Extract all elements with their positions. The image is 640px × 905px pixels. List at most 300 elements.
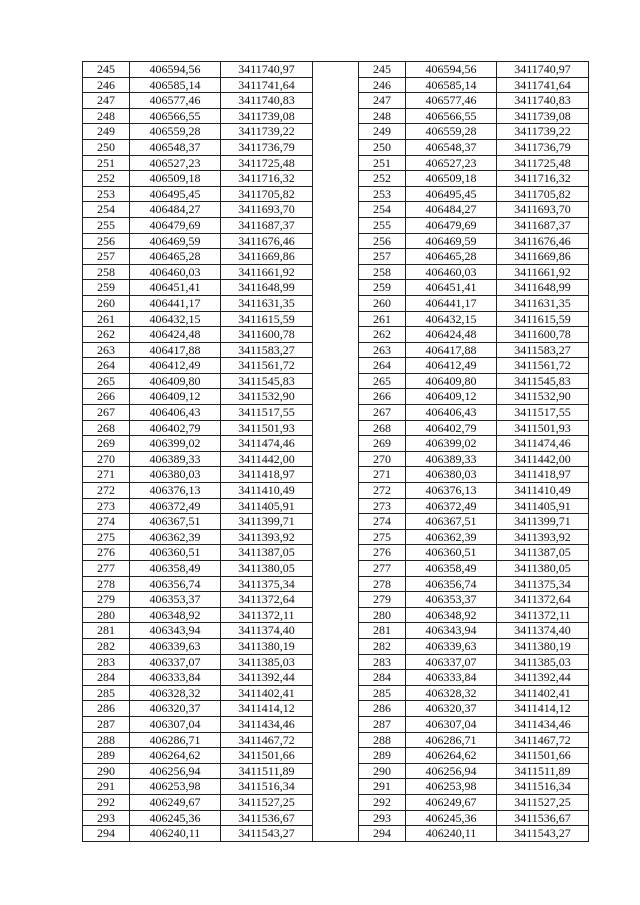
left-table-row [83, 794, 313, 810]
y-coordinate: 3411418,97 [221, 467, 313, 483]
point-number: 273 [359, 498, 406, 514]
left-table-row [83, 327, 313, 343]
x-coordinate: 406566,55 [130, 108, 221, 124]
x-coordinate: 406469,59 [406, 233, 497, 249]
point-number: 288 [83, 732, 130, 748]
point-number: 265 [83, 373, 130, 389]
y-coordinate: 3411676,46 [497, 233, 589, 249]
x-coordinate: 406348,92 [406, 607, 497, 623]
left-table-row [83, 732, 313, 748]
point-number: 265 [359, 373, 406, 389]
x-coordinate: 406409,12 [130, 389, 221, 405]
y-coordinate: 3411716,32 [497, 171, 589, 187]
y-coordinate: 3411739,22 [221, 124, 313, 140]
point-number: 271 [359, 467, 406, 483]
x-coordinate: 406402,79 [130, 420, 221, 436]
y-coordinate: 3411716,32 [221, 171, 313, 187]
point-number: 262 [83, 327, 130, 343]
point-number: 251 [359, 155, 406, 171]
y-coordinate: 3411467,72 [221, 732, 313, 748]
point-number: 261 [359, 311, 406, 327]
right-table-row [359, 810, 589, 826]
right-table-row [359, 171, 589, 187]
point-number: 291 [359, 779, 406, 795]
point-number: 250 [359, 139, 406, 155]
left-table-row [83, 529, 313, 545]
right-table-row [359, 436, 589, 452]
y-coordinate: 3411410,49 [497, 483, 589, 499]
y-coordinate: 3411740,97 [497, 62, 589, 78]
right-table-row [359, 233, 589, 249]
right-table-row [359, 202, 589, 218]
y-coordinate: 3411631,35 [221, 295, 313, 311]
point-number: 284 [83, 670, 130, 686]
right-table-row [359, 155, 589, 171]
x-coordinate: 406484,27 [406, 202, 497, 218]
x-coordinate: 406409,12 [406, 389, 497, 405]
x-coordinate: 406343,94 [130, 623, 221, 639]
x-coordinate: 406495,45 [130, 186, 221, 202]
x-coordinate: 406559,28 [130, 124, 221, 140]
point-number: 290 [83, 763, 130, 779]
y-coordinate: 3411434,46 [497, 716, 589, 732]
point-number: 256 [359, 233, 406, 249]
y-coordinate: 3411600,78 [221, 327, 313, 343]
point-number: 292 [83, 794, 130, 810]
point-number: 257 [83, 249, 130, 265]
x-coordinate: 406479,69 [130, 217, 221, 233]
right-table-row [359, 716, 589, 732]
x-coordinate: 406337,07 [130, 654, 221, 670]
x-coordinate: 406372,49 [406, 498, 497, 514]
x-coordinate: 406509,18 [406, 171, 497, 187]
point-number: 279 [359, 592, 406, 608]
y-coordinate: 3411739,08 [221, 108, 313, 124]
point-number: 275 [359, 529, 406, 545]
point-number: 282 [359, 638, 406, 654]
left-table-row [83, 249, 313, 265]
x-coordinate: 406286,71 [130, 732, 221, 748]
y-coordinate: 3411399,71 [221, 514, 313, 530]
y-coordinate: 3411705,82 [221, 186, 313, 202]
y-coordinate: 3411414,12 [497, 701, 589, 717]
x-coordinate: 406380,03 [130, 467, 221, 483]
left-table-row [83, 311, 313, 327]
point-number: 287 [83, 716, 130, 732]
x-coordinate: 406367,51 [130, 514, 221, 530]
y-coordinate: 3411545,83 [497, 373, 589, 389]
y-coordinate: 3411372,64 [497, 592, 589, 608]
x-coordinate: 406594,56 [130, 62, 221, 78]
right-table-row [359, 342, 589, 358]
right-table-row [359, 514, 589, 530]
y-coordinate: 3411615,59 [497, 311, 589, 327]
y-coordinate: 3411434,46 [221, 716, 313, 732]
right-table-row [359, 389, 589, 405]
y-coordinate: 3411380,05 [221, 561, 313, 577]
x-coordinate: 406424,48 [406, 327, 497, 343]
x-coordinate: 406320,37 [130, 701, 221, 717]
y-coordinate: 3411676,46 [221, 233, 313, 249]
y-coordinate: 3411501,66 [221, 748, 313, 764]
left-table-row [83, 498, 313, 514]
y-coordinate: 3411414,12 [221, 701, 313, 717]
y-coordinate: 3411543,27 [497, 826, 589, 842]
y-coordinate: 3411561,72 [497, 358, 589, 374]
y-coordinate: 3411516,34 [497, 779, 589, 795]
left-table-row [83, 233, 313, 249]
point-number: 248 [359, 108, 406, 124]
right-coordinate-table [358, 61, 589, 842]
right-table-row [359, 483, 589, 499]
point-number: 283 [359, 654, 406, 670]
x-coordinate: 406460,03 [130, 264, 221, 280]
y-coordinate: 3411583,27 [221, 342, 313, 358]
x-coordinate: 406328,32 [406, 685, 497, 701]
point-number: 284 [359, 670, 406, 686]
y-coordinate: 3411536,67 [497, 810, 589, 826]
left-table-row [83, 295, 313, 311]
right-table-row [359, 592, 589, 608]
right-table-row [359, 358, 589, 374]
coordinate-tables [82, 61, 596, 842]
right-table-row [359, 373, 589, 389]
right-table-row [359, 701, 589, 717]
y-coordinate: 3411380,05 [497, 561, 589, 577]
left-table-row [83, 826, 313, 842]
x-coordinate: 406256,94 [406, 763, 497, 779]
point-number: 268 [83, 420, 130, 436]
x-coordinate: 406585,14 [406, 77, 497, 93]
left-table-row [83, 779, 313, 795]
x-coordinate: 406376,13 [406, 483, 497, 499]
point-number: 276 [83, 545, 130, 561]
y-coordinate: 3411511,89 [497, 763, 589, 779]
point-number: 276 [359, 545, 406, 561]
x-coordinate: 406376,13 [130, 483, 221, 499]
left-table-row [83, 202, 313, 218]
y-coordinate: 3411501,93 [221, 420, 313, 436]
y-coordinate: 3411442,00 [221, 451, 313, 467]
x-coordinate: 406249,67 [130, 794, 221, 810]
left-table-row [83, 139, 313, 155]
x-coordinate: 406356,74 [406, 576, 497, 592]
x-coordinate: 406253,98 [406, 779, 497, 795]
left-table-row [83, 280, 313, 296]
y-coordinate: 3411467,72 [497, 732, 589, 748]
point-number: 285 [83, 685, 130, 701]
left-table-row [83, 436, 313, 452]
x-coordinate: 406240,11 [130, 826, 221, 842]
x-coordinate: 406358,49 [130, 561, 221, 577]
y-coordinate: 3411517,55 [497, 405, 589, 421]
y-coordinate: 3411661,92 [497, 264, 589, 280]
point-number: 279 [83, 592, 130, 608]
right-table-row [359, 561, 589, 577]
left-table-row [83, 607, 313, 623]
point-number: 263 [359, 342, 406, 358]
right-table-row [359, 732, 589, 748]
point-number: 280 [83, 607, 130, 623]
point-number: 273 [83, 498, 130, 514]
x-coordinate: 406432,15 [406, 311, 497, 327]
point-number: 264 [359, 358, 406, 374]
left-table-row [83, 670, 313, 686]
x-coordinate: 406424,48 [130, 327, 221, 343]
left-table-row [83, 623, 313, 639]
x-coordinate: 406353,37 [406, 592, 497, 608]
left-table-row [83, 810, 313, 826]
left-coordinate-table [82, 61, 313, 842]
y-coordinate: 3411385,03 [497, 654, 589, 670]
x-coordinate: 406412,49 [130, 358, 221, 374]
point-number: 277 [359, 561, 406, 577]
point-number: 245 [83, 62, 130, 78]
y-coordinate: 3411405,91 [221, 498, 313, 514]
y-coordinate: 3411501,66 [497, 748, 589, 764]
x-coordinate: 406585,14 [130, 77, 221, 93]
x-coordinate: 406245,36 [130, 810, 221, 826]
right-table-row [359, 607, 589, 623]
y-coordinate: 3411536,67 [221, 810, 313, 826]
y-coordinate: 3411393,92 [221, 529, 313, 545]
right-table-row [359, 295, 589, 311]
x-coordinate: 406451,41 [406, 280, 497, 296]
point-number: 268 [359, 420, 406, 436]
point-number: 281 [359, 623, 406, 639]
x-coordinate: 406509,18 [130, 171, 221, 187]
point-number: 245 [359, 62, 406, 78]
left-table-row [83, 654, 313, 670]
left-table-row [83, 405, 313, 421]
x-coordinate: 406594,56 [406, 62, 497, 78]
point-number: 251 [83, 155, 130, 171]
point-number: 248 [83, 108, 130, 124]
y-coordinate: 3411615,59 [221, 311, 313, 327]
x-coordinate: 406348,92 [130, 607, 221, 623]
left-table-row [83, 108, 313, 124]
right-table-row [359, 264, 589, 280]
x-coordinate: 406577,46 [406, 93, 497, 109]
y-coordinate: 3411474,46 [497, 436, 589, 452]
x-coordinate: 406577,46 [130, 93, 221, 109]
y-coordinate: 3411740,83 [221, 93, 313, 109]
point-number: 261 [83, 311, 130, 327]
x-coordinate: 406380,03 [406, 467, 497, 483]
y-coordinate: 3411739,22 [497, 124, 589, 140]
left-table-row [83, 638, 313, 654]
x-coordinate: 406358,49 [406, 561, 497, 577]
point-number: 252 [83, 171, 130, 187]
left-table-row [83, 342, 313, 358]
point-number: 293 [359, 810, 406, 826]
y-coordinate: 3411372,11 [497, 607, 589, 623]
x-coordinate: 406264,62 [406, 748, 497, 764]
point-number: 288 [359, 732, 406, 748]
x-coordinate: 406559,28 [406, 124, 497, 140]
right-table-row [359, 763, 589, 779]
right-table-row [359, 794, 589, 810]
y-coordinate: 3411375,34 [221, 576, 313, 592]
point-number: 249 [83, 124, 130, 140]
x-coordinate: 406343,94 [406, 623, 497, 639]
left-table-row [83, 763, 313, 779]
left-table-row [83, 420, 313, 436]
point-number: 290 [359, 763, 406, 779]
right-table-row [359, 124, 589, 140]
y-coordinate: 3411532,90 [221, 389, 313, 405]
left-table-row [83, 77, 313, 93]
left-table-row [83, 62, 313, 78]
right-table-row [359, 467, 589, 483]
point-number: 254 [83, 202, 130, 218]
point-number: 277 [83, 561, 130, 577]
point-number: 252 [359, 171, 406, 187]
point-number: 275 [83, 529, 130, 545]
y-coordinate: 3411739,08 [497, 108, 589, 124]
x-coordinate: 406333,84 [406, 670, 497, 686]
left-table-row [83, 576, 313, 592]
left-table-row [83, 264, 313, 280]
x-coordinate: 406333,84 [130, 670, 221, 686]
x-coordinate: 406432,15 [130, 311, 221, 327]
x-coordinate: 406469,59 [130, 233, 221, 249]
x-coordinate: 406527,23 [130, 155, 221, 171]
x-coordinate: 406339,63 [130, 638, 221, 654]
x-coordinate: 406389,33 [406, 451, 497, 467]
point-number: 246 [359, 77, 406, 93]
point-number: 281 [83, 623, 130, 639]
y-coordinate: 3411372,11 [221, 607, 313, 623]
right-table-row [359, 311, 589, 327]
y-coordinate: 3411393,92 [497, 529, 589, 545]
y-coordinate: 3411741,64 [497, 77, 589, 93]
x-coordinate: 406249,67 [406, 794, 497, 810]
point-number: 274 [359, 514, 406, 530]
y-coordinate: 3411402,41 [497, 685, 589, 701]
point-number: 285 [359, 685, 406, 701]
y-coordinate: 3411725,48 [221, 155, 313, 171]
y-coordinate: 3411402,41 [221, 685, 313, 701]
point-number: 255 [359, 217, 406, 233]
right-table-row [359, 420, 589, 436]
point-number: 258 [83, 264, 130, 280]
x-coordinate: 406286,71 [406, 732, 497, 748]
right-table-row [359, 249, 589, 265]
x-coordinate: 406356,74 [130, 576, 221, 592]
y-coordinate: 3411600,78 [497, 327, 589, 343]
x-coordinate: 406240,11 [406, 826, 497, 842]
left-table-row [83, 592, 313, 608]
x-coordinate: 406417,88 [406, 342, 497, 358]
x-coordinate: 406441,17 [406, 295, 497, 311]
left-table-row [83, 716, 313, 732]
right-table-row [359, 108, 589, 124]
point-number: 274 [83, 514, 130, 530]
point-number: 283 [83, 654, 130, 670]
right-table-row [359, 139, 589, 155]
y-coordinate: 3411374,40 [221, 623, 313, 639]
y-coordinate: 3411725,48 [497, 155, 589, 171]
y-coordinate: 3411661,92 [221, 264, 313, 280]
y-coordinate: 3411501,93 [497, 420, 589, 436]
x-coordinate: 406367,51 [406, 514, 497, 530]
right-table-row [359, 545, 589, 561]
point-number: 255 [83, 217, 130, 233]
left-table-row [83, 685, 313, 701]
right-table-row [359, 685, 589, 701]
left-table-row [83, 545, 313, 561]
y-coordinate: 3411511,89 [221, 763, 313, 779]
left-table-row [83, 701, 313, 717]
point-number: 280 [359, 607, 406, 623]
point-number: 253 [359, 186, 406, 202]
left-table-row [83, 514, 313, 530]
point-number: 267 [359, 405, 406, 421]
y-coordinate: 3411527,25 [221, 794, 313, 810]
left-table-row [83, 451, 313, 467]
x-coordinate: 406307,04 [130, 716, 221, 732]
left-table-row [83, 748, 313, 764]
point-number: 293 [83, 810, 130, 826]
point-number: 270 [83, 451, 130, 467]
right-table-row [359, 327, 589, 343]
x-coordinate: 406253,98 [130, 779, 221, 795]
point-number: 249 [359, 124, 406, 140]
point-number: 266 [83, 389, 130, 405]
y-coordinate: 3411693,70 [221, 202, 313, 218]
y-coordinate: 3411405,91 [497, 498, 589, 514]
x-coordinate: 406256,94 [130, 763, 221, 779]
y-coordinate: 3411474,46 [221, 436, 313, 452]
point-number: 247 [83, 93, 130, 109]
point-number: 246 [83, 77, 130, 93]
left-table-row [83, 358, 313, 374]
right-table-row [359, 93, 589, 109]
x-coordinate: 406320,37 [406, 701, 497, 717]
point-number: 289 [359, 748, 406, 764]
right-table-row [359, 77, 589, 93]
point-number: 270 [359, 451, 406, 467]
right-table-row [359, 826, 589, 842]
y-coordinate: 3411648,99 [221, 280, 313, 296]
point-number: 257 [359, 249, 406, 265]
point-number: 289 [83, 748, 130, 764]
x-coordinate: 406412,49 [406, 358, 497, 374]
x-coordinate: 406495,45 [406, 186, 497, 202]
left-table-row [83, 155, 313, 171]
x-coordinate: 406566,55 [406, 108, 497, 124]
x-coordinate: 406409,80 [130, 373, 221, 389]
y-coordinate: 3411705,82 [497, 186, 589, 202]
x-coordinate: 406245,36 [406, 810, 497, 826]
y-coordinate: 3411532,90 [497, 389, 589, 405]
y-coordinate: 3411387,05 [221, 545, 313, 561]
left-table-row [83, 483, 313, 499]
x-coordinate: 406479,69 [406, 217, 497, 233]
right-table-row [359, 217, 589, 233]
y-coordinate: 3411380,19 [497, 638, 589, 654]
point-number: 292 [359, 794, 406, 810]
point-number: 282 [83, 638, 130, 654]
y-coordinate: 3411527,25 [497, 794, 589, 810]
point-number: 266 [359, 389, 406, 405]
x-coordinate: 406527,23 [406, 155, 497, 171]
x-coordinate: 406389,33 [130, 451, 221, 467]
x-coordinate: 406460,03 [406, 264, 497, 280]
point-number: 272 [83, 483, 130, 499]
y-coordinate: 3411385,03 [221, 654, 313, 670]
